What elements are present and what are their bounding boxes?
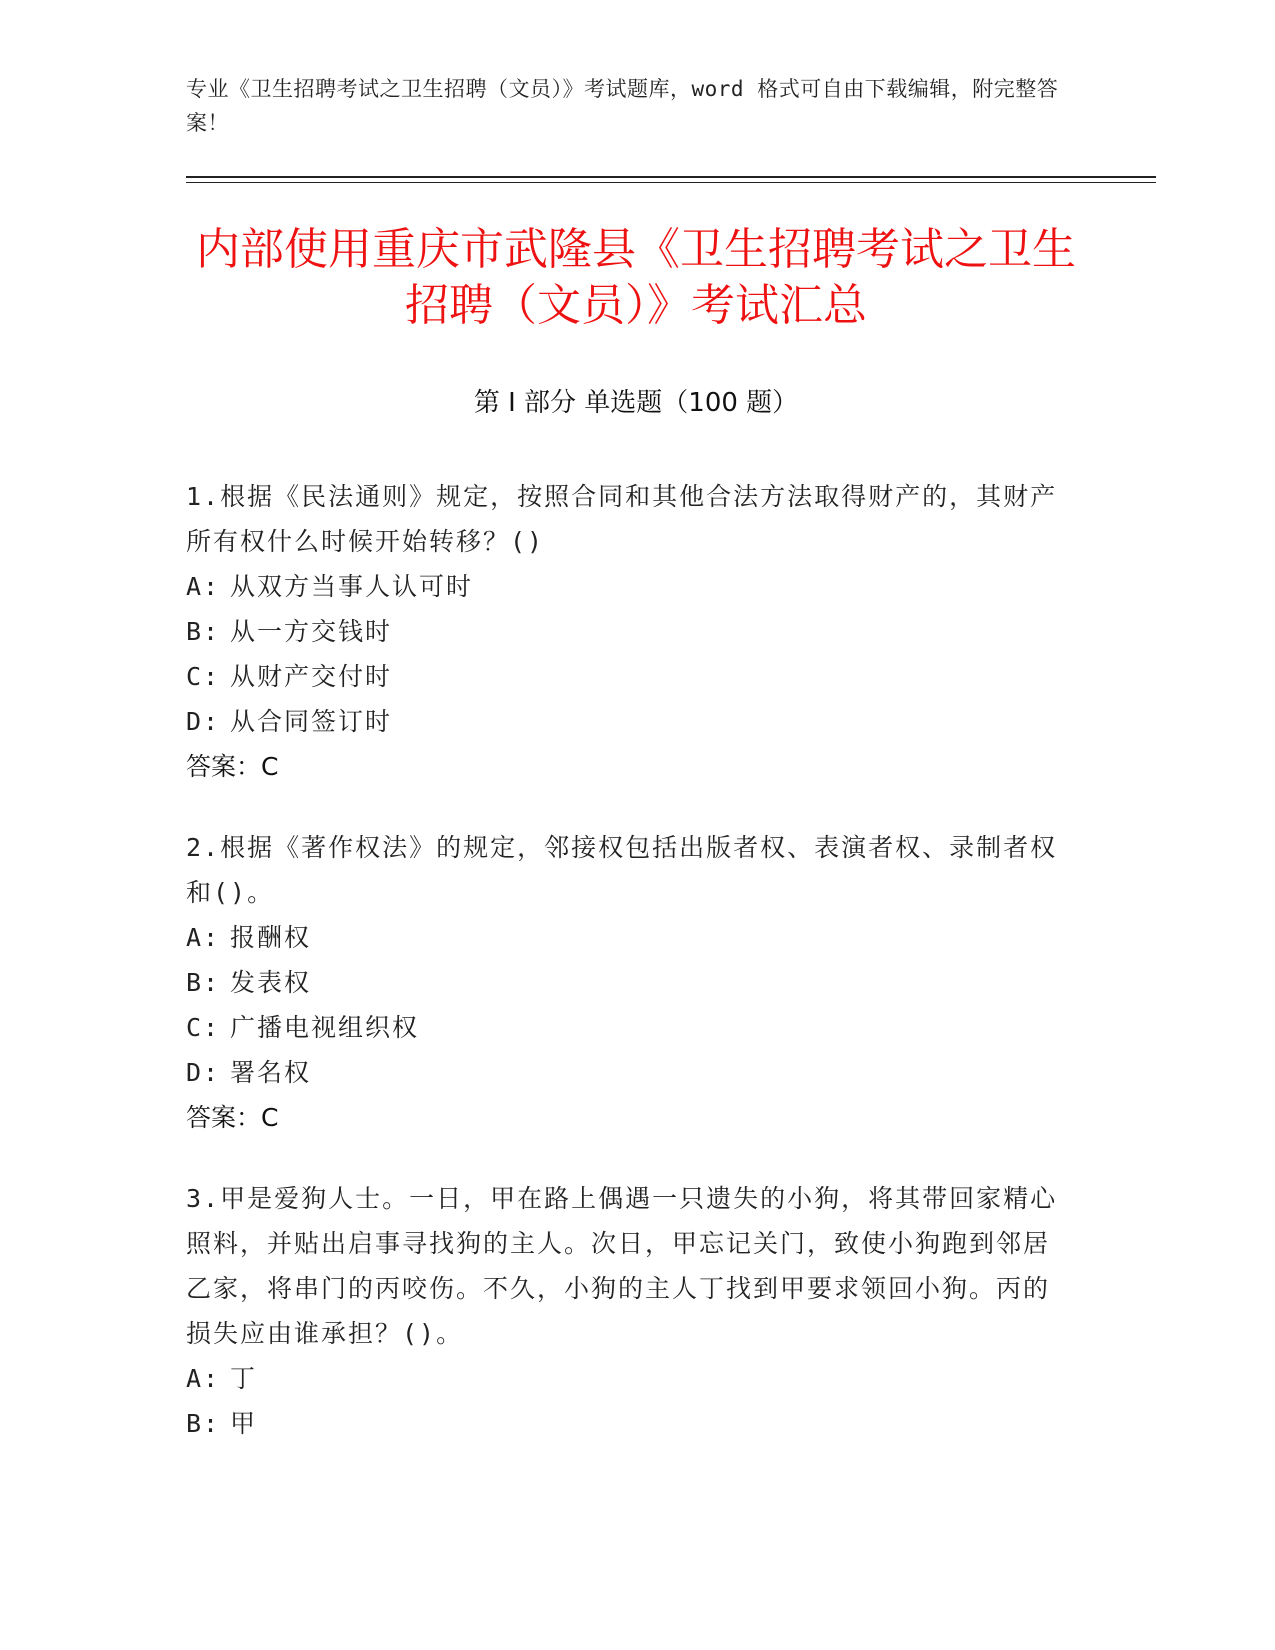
question-text: 2.根据《著作权法》的规定，邻接权包括出版者权、表演者权、录制者权和()。 bbox=[186, 833, 1058, 907]
option-key: D: bbox=[186, 707, 221, 736]
answer: 答案：C bbox=[186, 752, 279, 781]
option-c bbox=[186, 654, 1066, 699]
header-note: 专业《卫生招聘考试之卫生招聘（文员）》考试题库，word 格式可自由下载编辑，附完整答案！ bbox=[186, 77, 1059, 135]
option-a bbox=[186, 1356, 1066, 1401]
option-text: 丁 bbox=[230, 1364, 258, 1393]
question-text: 3.甲是爱狗人士。一日，甲在路上偶遇一只遗失的小狗，将其带回家精心照料，并贴出启事寻找狗的主人。次日，甲忘记关门，致使小狗跑到邻居乙家，将串门的丙咬伤。不久，小狗的主人丁找到甲要求领回小狗。丙的损失应由谁承担？()。 bbox=[186, 1184, 1058, 1348]
header-divider bbox=[186, 176, 1156, 178]
question-list bbox=[186, 474, 1066, 1482]
option-key: C: bbox=[186, 1013, 221, 1042]
header-divider-thin bbox=[186, 182, 1156, 183]
option-d bbox=[186, 699, 1066, 744]
question-3 bbox=[186, 1176, 1066, 1446]
option-key: A: bbox=[186, 1364, 221, 1393]
option-text: 报酬权 bbox=[230, 923, 312, 952]
option-key: B: bbox=[186, 1409, 221, 1438]
option-key: B: bbox=[186, 968, 221, 997]
option-text: 发表权 bbox=[230, 968, 312, 997]
question-2 bbox=[186, 825, 1066, 1140]
option-key: D: bbox=[186, 1058, 221, 1087]
section-heading: 第 I 部分 单选题（100 题） bbox=[473, 388, 799, 418]
option-text: 从财产交付时 bbox=[230, 662, 393, 691]
option-text: 署名权 bbox=[230, 1058, 312, 1087]
option-text: 从一方交钱时 bbox=[230, 617, 393, 646]
option-b bbox=[186, 1401, 1066, 1446]
option-d bbox=[186, 1050, 1066, 1095]
question-text: 1.根据《民法通则》规定，按照合同和其他合法方法取得财产的，其财产所有权什么时候开始转移？() bbox=[186, 482, 1058, 556]
option-key: A: bbox=[186, 923, 221, 952]
option-key: A: bbox=[186, 572, 221, 601]
option-b bbox=[186, 960, 1066, 1005]
question-1 bbox=[186, 474, 1066, 789]
option-a bbox=[186, 564, 1066, 609]
option-text: 广播电视组织权 bbox=[230, 1013, 420, 1042]
option-c bbox=[186, 1005, 1066, 1050]
option-a bbox=[186, 915, 1066, 960]
option-text: 从双方当事人认可时 bbox=[230, 572, 474, 601]
option-b bbox=[186, 609, 1066, 654]
option-text: 甲 bbox=[230, 1409, 258, 1438]
option-key: B: bbox=[186, 617, 221, 646]
option-key: C: bbox=[186, 662, 221, 691]
option-text: 从合同签订时 bbox=[230, 707, 393, 736]
document-title: 内部使用重庆市武隆县《卫生招聘考试之卫生招聘（文员）》考试汇总 bbox=[196, 224, 1076, 331]
answer: 答案：C bbox=[186, 1103, 279, 1132]
